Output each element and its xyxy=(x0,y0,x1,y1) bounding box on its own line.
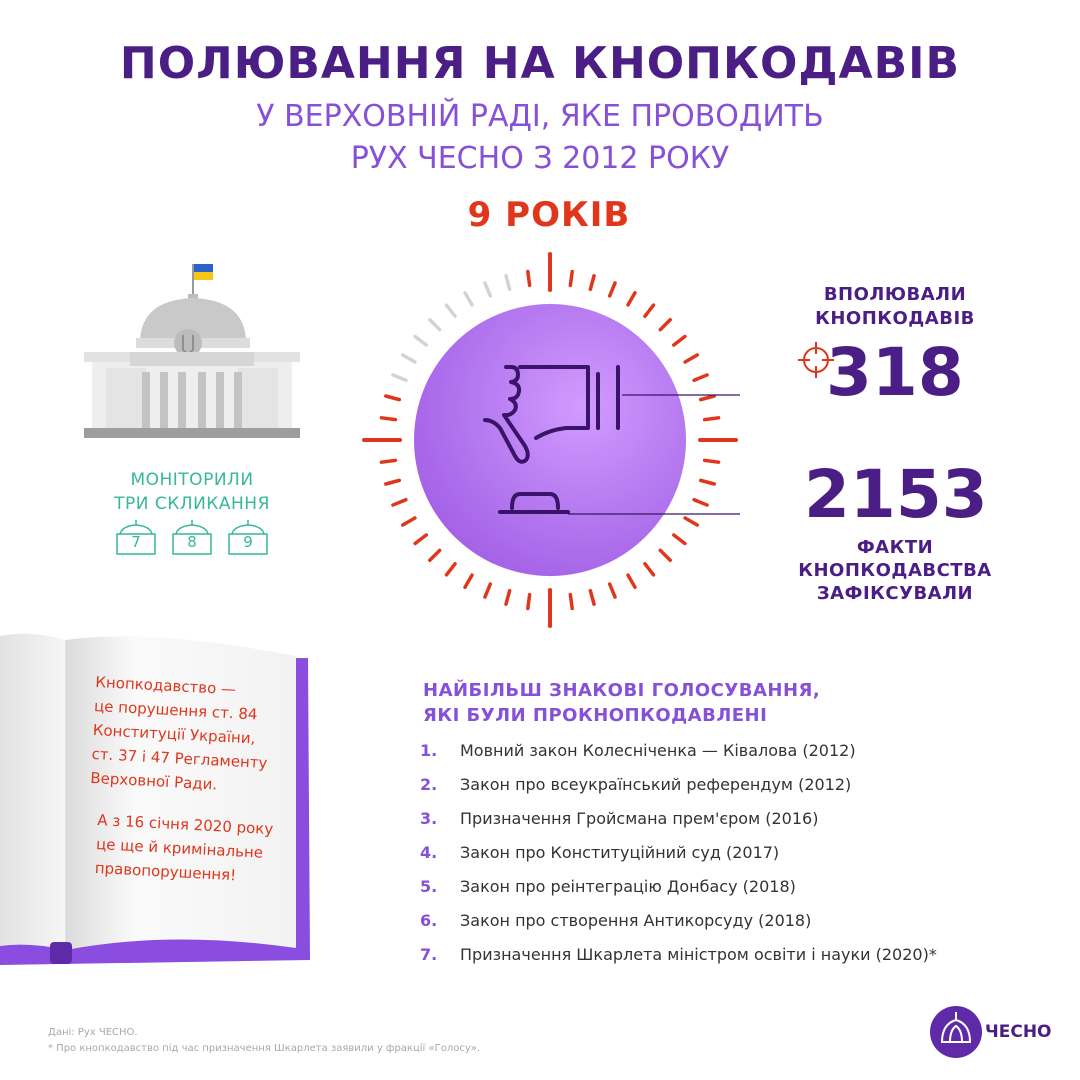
dial-tick xyxy=(628,575,635,587)
item-number: 4. xyxy=(420,843,438,862)
item-text: Закон про всеукраїнський референдум (2012) xyxy=(460,775,852,794)
dial-tick xyxy=(694,500,707,505)
parliament-building-icon xyxy=(84,260,300,446)
item-number: 1. xyxy=(420,741,438,760)
dial-tick xyxy=(705,418,719,420)
dial-tick xyxy=(528,595,530,609)
page-title: ПОЛЮВАННЯ НА КНОПКОДАВІВ xyxy=(119,38,961,89)
dial-tick xyxy=(381,418,395,420)
dial-tick xyxy=(430,320,440,330)
dial-tick xyxy=(674,535,685,544)
convocation-number: 8 xyxy=(187,533,197,551)
dial-tick xyxy=(403,518,415,525)
dial-tick xyxy=(590,591,594,605)
item-text: Призначення Шкарлета міністром освіти і науки (2020)* xyxy=(460,945,937,964)
item-number: 6. xyxy=(420,911,438,930)
criminal-note-line: правопорушення! xyxy=(94,858,237,885)
definition-line: це порушення ст. 84 xyxy=(93,696,258,724)
dial-tick xyxy=(430,550,440,560)
dial-tick xyxy=(485,584,490,597)
facts-label-line-3: ЗАФІКСУВАЛИ xyxy=(816,583,974,604)
dial-tick xyxy=(506,591,510,605)
list-item xyxy=(420,942,980,976)
item-number: 5. xyxy=(420,877,438,896)
dial-circle xyxy=(414,304,686,576)
dial-tick xyxy=(645,564,654,575)
dial-tick xyxy=(447,564,456,575)
dial-tick xyxy=(386,480,400,484)
footer-notes xyxy=(48,1025,480,1057)
dial-tick xyxy=(393,500,406,505)
timer-dial xyxy=(360,250,740,630)
definition-text xyxy=(90,670,276,799)
convocation-badge xyxy=(226,518,270,558)
hunted-label-line-1: ВПОЛЮВАЛИ xyxy=(823,284,967,305)
item-number: 2. xyxy=(420,775,438,794)
hunted-label-line-2: КНОПКОДАВІВ xyxy=(815,308,975,329)
facts-label-line-1: ФАКТИ xyxy=(856,537,934,558)
dial-tick xyxy=(685,355,697,362)
list-item xyxy=(420,840,980,874)
page-subtitle xyxy=(0,96,1080,180)
convocation-number: 7 xyxy=(131,533,141,551)
definition-line: Конституції України, xyxy=(92,720,256,748)
dial-tick xyxy=(465,575,472,587)
item-text: Закон про створення Антикорсуду (2018) xyxy=(460,911,812,930)
footnote: * Про кнопкодавство під час призначення Шкарлета заявили у фракції «Голосу». xyxy=(48,1043,481,1054)
dial-tick xyxy=(610,584,615,597)
item-number: 7. xyxy=(420,945,438,964)
dial-tick xyxy=(403,355,415,362)
criminal-note-line: А з 16 січня 2020 року xyxy=(96,810,274,839)
convocation-number: 9 xyxy=(243,533,253,551)
item-number: 3. xyxy=(420,809,438,828)
dial-tick xyxy=(628,293,635,305)
definition-line: Кнопкодавство — xyxy=(94,672,237,699)
monitoring-caption xyxy=(92,468,292,516)
dial-tick xyxy=(660,550,670,560)
votes-heading-line-1: НАЙБІЛЬШ ЗНАКОВІ ГОЛОСУВАННЯ, xyxy=(423,680,821,701)
dial-tick xyxy=(570,271,572,285)
dial-tick xyxy=(393,375,406,380)
dial-tick xyxy=(386,396,400,400)
dial-tick xyxy=(705,460,719,462)
dial-tick xyxy=(465,293,472,305)
subtitle-line-2: РУХ ЧЕСНО З 2012 РОКУ xyxy=(350,141,730,176)
item-text: Мовний закон Колесніченка — Ківалова (2012) xyxy=(460,741,856,760)
dial-tick xyxy=(381,460,395,462)
list-item xyxy=(420,806,980,840)
criminal-note xyxy=(94,808,288,890)
convocation-badge xyxy=(114,518,158,558)
definition-line: Верховної Ради. xyxy=(89,768,218,794)
votes-list xyxy=(420,738,980,976)
list-item xyxy=(420,908,980,942)
dial-tick xyxy=(701,480,715,484)
monitoring-line-2: ТРИ СКЛИКАННЯ xyxy=(114,494,270,514)
criminal-note-line: це ще й кримінальне xyxy=(95,834,264,862)
facts-value: 2153 xyxy=(804,456,988,533)
list-item xyxy=(420,738,980,772)
dial-tick xyxy=(485,283,490,296)
item-text: Призначення Гройсмана прем'єром (2016) xyxy=(460,809,819,828)
dial-tick xyxy=(701,396,715,400)
monitoring-line-1: МОНІТОРИЛИ xyxy=(130,470,254,490)
dial-tick xyxy=(415,337,426,346)
item-text: Закон про реінтеграцію Донбасу (2018) xyxy=(460,877,796,896)
convocation-badge xyxy=(170,518,214,558)
list-item xyxy=(420,772,980,806)
years-count: 9 РОКІВ xyxy=(467,195,631,235)
dial-tick xyxy=(674,337,685,346)
dial-tick xyxy=(645,305,654,316)
facts-label xyxy=(790,536,1000,605)
list-item xyxy=(420,874,980,908)
dial-tick xyxy=(590,276,594,290)
logo-text: ЧЕСНО xyxy=(985,1022,1052,1042)
dial-tick xyxy=(415,535,426,544)
dial-tick xyxy=(660,320,670,330)
dial-tick xyxy=(528,271,530,285)
dial-tick xyxy=(685,518,697,525)
dial-tick xyxy=(506,276,510,290)
votes-heading-line-2: ЯКІ БУЛИ ПРОКНОПКОДАВЛЕНІ xyxy=(423,705,768,726)
votes-heading xyxy=(423,678,820,728)
dial-tick xyxy=(610,283,615,296)
source-note: Дані: Рух ЧЕСНО. xyxy=(48,1027,138,1038)
hunted-label xyxy=(800,283,990,331)
ukraine-flag-icon xyxy=(193,264,213,298)
subtitle-line-1: У ВЕРХОВНІЙ РАДІ, ЯКЕ ПРОВОДИТЬ xyxy=(256,99,824,134)
item-text: Закон про Конституційний суд (2017) xyxy=(460,843,780,862)
hunted-value: 318 xyxy=(826,334,964,411)
dial-tick xyxy=(694,375,707,380)
dial-tick xyxy=(447,305,456,316)
dial-tick xyxy=(570,595,572,609)
definition-line: ст. 37 і 47 Регламенту xyxy=(91,744,268,773)
facts-label-line-2: КНОПКОДАВСТВА xyxy=(798,560,992,581)
